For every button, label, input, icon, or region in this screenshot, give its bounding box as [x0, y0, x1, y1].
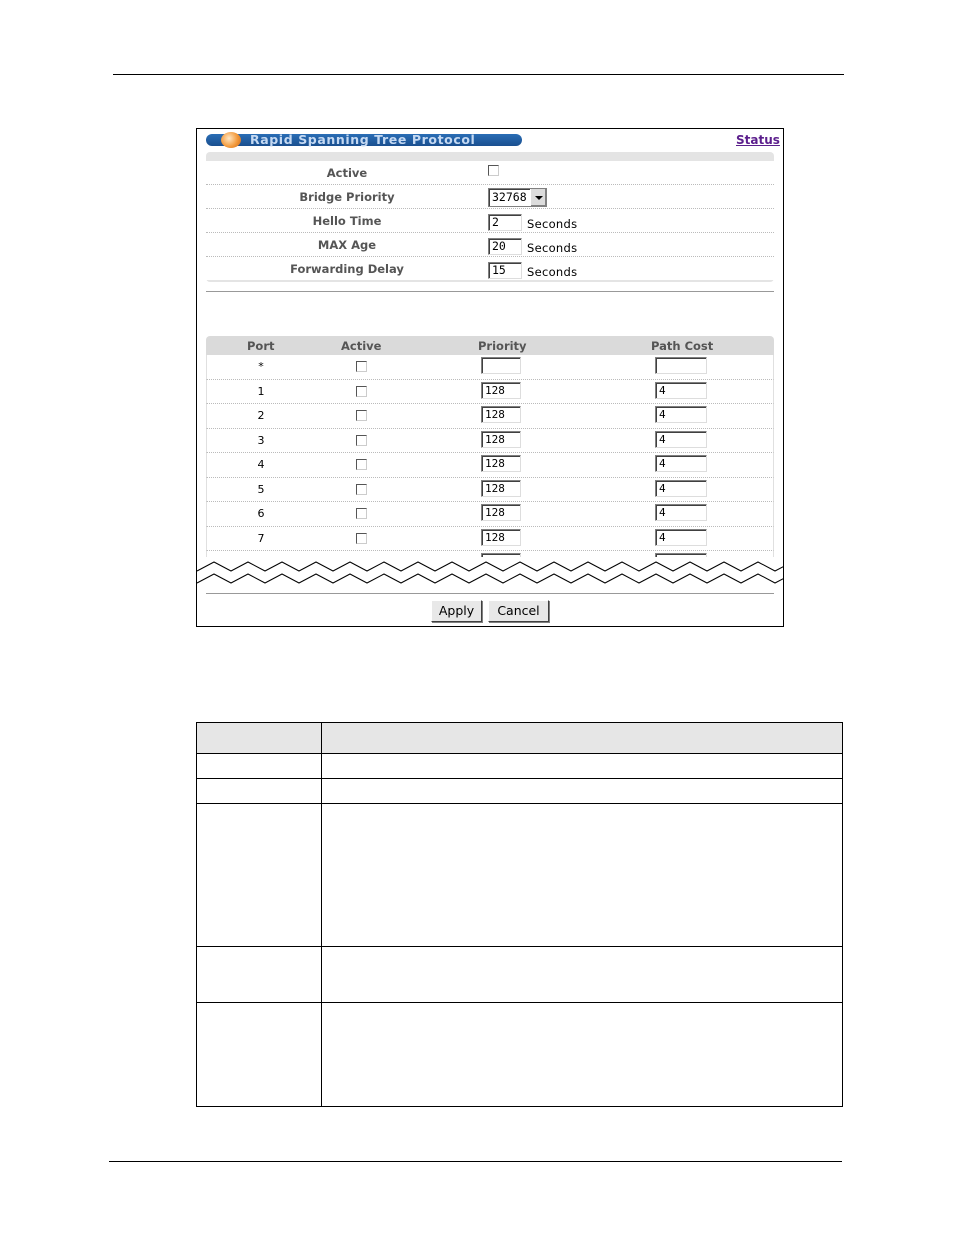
form-bottom-rule: [206, 593, 774, 594]
description-table-header: [197, 723, 843, 754]
port-table-header: [206, 336, 774, 355]
port-path-cost-input[interactable]: [655, 529, 707, 546]
general-settings: [206, 152, 774, 282]
port-priority-input[interactable]: [481, 431, 521, 448]
port-priority-input[interactable]: [481, 480, 521, 497]
port-path-cost-input[interactable]: [655, 455, 707, 472]
port-number: *: [258, 360, 264, 373]
description-row: [197, 754, 843, 779]
description-row: [197, 779, 843, 804]
port-row: [206, 527, 774, 552]
description-table: [196, 722, 843, 1107]
port-priority-input[interactable]: [481, 357, 521, 374]
setting-row-active: [206, 161, 774, 185]
port-path-cost-input[interactable]: [655, 357, 707, 374]
port-row: [206, 478, 774, 503]
port-number: 3: [257, 433, 265, 447]
port-active-checkbox[interactable]: [356, 533, 367, 544]
hello-time-unit: Seconds: [527, 217, 578, 231]
setting-row-forwarding-delay: [206, 257, 774, 280]
port-priority-input[interactable]: [481, 455, 521, 472]
description-row: [197, 947, 843, 1003]
description-row: [197, 804, 843, 947]
bridge-priority-select[interactable]: [488, 188, 547, 207]
port-number: 1: [257, 384, 265, 398]
port-number: 6: [257, 507, 265, 520]
port-path-cost-input[interactable]: [655, 431, 707, 448]
port-number: 8: [257, 556, 265, 569]
setting-row-bridge-priority: [206, 185, 774, 209]
port-table: [206, 336, 774, 586]
port-path-cost-input[interactable]: [655, 480, 707, 497]
forwarding-delay-label: Forwarding Delay: [290, 262, 404, 276]
port-column-header: Port: [247, 339, 275, 353]
port-number: 2: [257, 409, 265, 422]
page-footer-rule: [109, 1161, 842, 1162]
priority-column-header: Priority: [478, 339, 527, 353]
port-priority-input[interactable]: [481, 406, 521, 423]
max-age-label: MAX Age: [317, 238, 377, 252]
section-divider: [206, 291, 774, 292]
port-row: [206, 404, 774, 429]
description-column-header-cell: [322, 723, 843, 754]
page-header-rule: [113, 74, 844, 75]
label-column-header-cell: [197, 723, 322, 754]
rstp-active-checkbox[interactable]: [488, 165, 499, 176]
panel-title: Rapid Spanning Tree Protocol: [250, 132, 476, 147]
port-number: 4: [257, 458, 265, 471]
port-active-checkbox[interactable]: [356, 508, 367, 519]
port-active-checkbox[interactable]: [356, 484, 367, 495]
port-rows: [206, 355, 774, 576]
port-row: [206, 453, 774, 478]
port-priority-input[interactable]: [481, 382, 521, 399]
forwarding-delay-unit: Seconds: [527, 265, 578, 279]
bridge-priority-label: Bridge Priority: [299, 190, 395, 204]
max-age-input[interactable]: [488, 238, 522, 255]
setting-row-max-age: [206, 233, 774, 257]
max-age-unit: Seconds: [527, 241, 578, 255]
path-cost-column-header: Path Cost: [651, 339, 714, 353]
port-row: [206, 429, 774, 454]
description-row: [197, 1003, 843, 1107]
port-active-checkbox[interactable]: [356, 410, 367, 421]
status-link[interactable]: Status: [736, 133, 780, 147]
rstp-screenshot-panel: [196, 128, 784, 627]
port-active-checkbox[interactable]: [356, 386, 367, 397]
port-priority-input[interactable]: [481, 504, 521, 521]
port-row: [206, 355, 774, 380]
port-number: 5: [257, 482, 265, 496]
port-path-cost-input[interactable]: [655, 504, 707, 521]
apply-button[interactable]: Apply: [431, 600, 482, 622]
port-active-checkbox[interactable]: [356, 435, 367, 446]
setting-row-hello-time: [206, 209, 774, 233]
active-column-header: Active: [341, 339, 382, 353]
port-active-checkbox[interactable]: [356, 459, 367, 470]
active-label: Active: [326, 166, 368, 180]
port-number: 7: [257, 531, 265, 545]
port-path-cost-input[interactable]: [655, 382, 707, 399]
port-path-cost-input[interactable]: [655, 406, 707, 423]
port-active-checkbox[interactable]: [356, 361, 367, 372]
forwarding-delay-input[interactable]: [488, 262, 522, 279]
chevron-down-icon[interactable]: [530, 189, 546, 206]
port-priority-input[interactable]: [481, 529, 521, 546]
port-row: [206, 380, 774, 405]
page-break-zigzag: [197, 557, 783, 591]
cancel-button[interactable]: Cancel: [488, 600, 549, 622]
title-orb-icon: [221, 132, 241, 148]
port-row: [206, 502, 774, 527]
bridge-priority-value: 32768: [492, 190, 527, 204]
hello-time-label: Hello Time: [312, 214, 382, 228]
hello-time-input[interactable]: [488, 214, 522, 231]
